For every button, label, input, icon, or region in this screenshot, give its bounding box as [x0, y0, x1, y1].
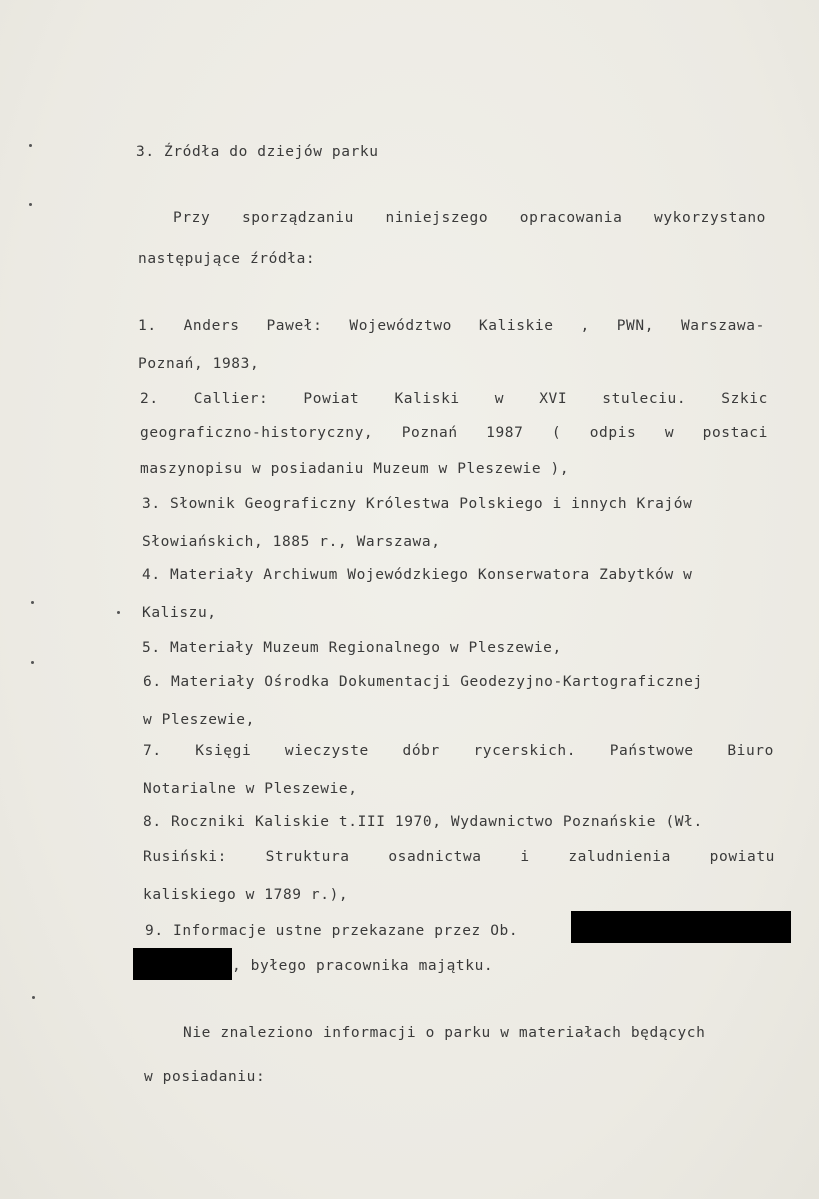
source-item-9-line-1: 9. Informacje ustne przekazane przez Ob.: [145, 923, 519, 939]
source-item-2-line-2: geograficzno-historyczny, Poznań 1987 ( odpis w postaci: [140, 425, 768, 441]
source-item-7-line-2: Notarialne w Pleszewie,: [143, 781, 358, 797]
section-heading: 3. Źródła do dziejów parku: [136, 144, 379, 160]
source-item-5-line-1: 5. Materiały Muzeum Regionalnego w Pleszewie,: [142, 640, 562, 656]
closing-line-1: Nie znaleziono informacji o parku w materiałach będących: [183, 1025, 706, 1041]
source-item-8-line-3: kaliskiego w 1789 r.),: [143, 887, 349, 903]
margin-mark: [29, 144, 32, 147]
source-item-8-line-2: Rusiński: Struktura osadnictwa i zaludnienia powiatu: [143, 849, 775, 865]
margin-mark: [31, 601, 34, 604]
source-item-3-line-2: Słowiańskich, 1885 r., Warszawa,: [142, 534, 441, 550]
source-item-4-line-2: Kaliszu,: [142, 605, 217, 621]
source-item-4-line-1: 4. Materiały Archiwum Wojewódzkiego Konserwatora Zabytków w: [142, 567, 693, 583]
source-item-8-line-1: 8. Roczniki Kaliskie t.III 1970, Wydawnictwo Poznańskie (Wł.: [143, 814, 703, 830]
redaction-bar: [571, 911, 791, 943]
intro-line-2: następujące źródła:: [138, 251, 316, 267]
source-item-1-line-2: Poznań, 1983,: [138, 356, 260, 372]
margin-mark: [31, 661, 34, 664]
margin-mark: [32, 996, 35, 999]
source-item-6-line-2: w Pleszewie,: [143, 712, 255, 728]
source-item-2-line-1: 2. Callier: Powiat Kaliski w XVI stuleciu. Szkic: [140, 391, 768, 407]
intro-line-1: Przy sporządzaniu niniejszego opracowania wykorzystano: [173, 210, 766, 226]
source-item-6-line-1: 6. Materiały Ośrodka Dokumentacji Geodezyjno-Kartograficznej: [143, 674, 703, 690]
source-item-2-line-3: maszynopisu w posiadaniu Muzeum w Pleszewie ),: [140, 461, 570, 477]
source-item-1-line-1: 1. Anders Paweł: Województwo Kaliskie , PWN, Warszawa-: [138, 318, 765, 334]
redaction-bar: [133, 948, 232, 980]
closing-line-2: w posiadaniu:: [144, 1069, 266, 1085]
margin-mark: [29, 203, 32, 206]
source-item-7-line-1: 7. Księgi wieczyste dóbr rycerskich. Państwowe Biuro: [143, 743, 774, 759]
margin-mark: [117, 611, 120, 614]
source-item-9-line-2: , byłego pracownika majątku.: [232, 958, 494, 974]
source-item-3-line-1: 3. Słownik Geograficzny Królestwa Polskiego i innych Krajów: [142, 496, 693, 512]
